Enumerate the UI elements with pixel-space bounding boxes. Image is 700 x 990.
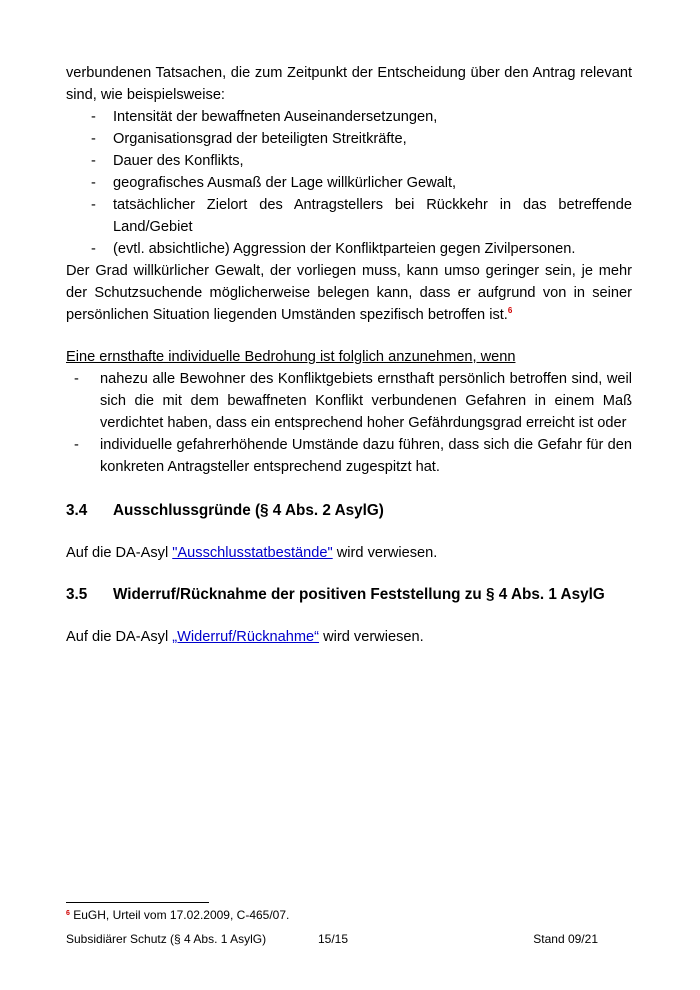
list-item: - Organisationsgrad der beteiligten Streitkräfte, <box>66 128 632 150</box>
section-3-5-heading <box>66 584 632 606</box>
threat-conditions-list <box>66 368 632 478</box>
dash-bullet: - <box>91 197 96 213</box>
dash-bullet: - <box>91 131 96 147</box>
list-item: - tatsächlicher Zielort des Antragstellers bei Rückkehr in das betreffende Land/Gebiet <box>66 194 632 238</box>
page-content <box>66 62 632 648</box>
intro-line-1: verbundenen Tatsachen, die zum Zeitpunkt der Entscheidung über den Antrag relevant <box>66 65 632 81</box>
dash-bullet: - <box>91 241 96 257</box>
section-3-4-text: Auf die DA-Asyl "Ausschlusstatbestände" wird verwiesen. <box>66 545 438 561</box>
section-title: Widerruf/Rücknahme der positiven Feststellung zu § 4 Abs. 1 AsylG <box>113 586 605 603</box>
widerruf-ruecknahme-link[interactable]: „Widerruf/Rücknahme“ <box>172 629 320 645</box>
footer-version: Stand 09/21 <box>533 932 598 946</box>
dash-bullet: - <box>91 109 96 125</box>
footnote-divider <box>66 902 209 903</box>
list-item: - nahezu alle Bewohner des Konfliktgebiets ernsthaft persönlich betroffen sind, weil sich die mit dem bewaffneten Konflikt verbundenen Gefahren in einem Maß verdichtet haben, dass ein entsprechend hoher Gefährdungsgrad erreicht ist oder <box>66 368 632 434</box>
footer-page-number: 15/15 <box>318 932 349 946</box>
footnote-number: 6 <box>66 910 70 917</box>
section-number: 3.5 <box>66 586 88 603</box>
grad-paragraph: Der Grad willkürlicher Gewalt, der vorliegen muss, kann umso geringer sein, je mehr der Schutzsuchende möglicherweise belegen kann, dass er aufgrund von in seiner persönlichen Situation liegenden Umständen spezifisch betroffen ist.$^6$ <box>66 263 632 323</box>
footnote-text: EuGH, Urteil vom 17.02.2009, C-465/07. <box>69 908 290 922</box>
list-item: - Dauer des Konflikts, <box>66 150 632 172</box>
list-item: - geografisches Ausmaß der Lage willkürlicher Gewalt, <box>66 172 632 194</box>
section-3-5-text: Auf die DA-Asyl „Widerruf/Rücknahme“ wird verwiesen. <box>66 629 424 645</box>
conflict-factors-list <box>66 106 632 260</box>
threat-heading: Eine ernsthafte individuelle Bedrohung ist folglich anzunehmen, wenn <box>66 349 516 365</box>
dash-bullet: - <box>91 175 96 191</box>
ausschlusstatbestaende-link[interactable]: "Ausschlusstatbestände" <box>172 545 333 561</box>
dash-bullet: - <box>74 437 79 453</box>
section-3-4-heading <box>66 500 632 522</box>
footnote-reference[interactable]: 6 <box>507 306 513 315</box>
footnote <box>66 906 289 923</box>
footer-document-title: Subsidiärer Schutz (§ 4 Abs. 1 AsylG) <box>66 932 267 946</box>
list-item: - individuelle gefahrerhöhende Umstände dazu führen, dass sich die Gefahr für den konkreten Antragsteller entsprechend zugespitzt hat. <box>66 434 632 478</box>
dash-bullet: - <box>91 153 96 169</box>
dash-bullet: - <box>74 371 79 387</box>
section-number: 3.4 <box>66 502 88 519</box>
section-title: Ausschlussgründe (§ 4 Abs. 2 AsylG) <box>113 502 384 519</box>
list-item: - (evtl. absichtliche) Aggression der Konfliktparteien gegen Zivilpersonen. <box>66 238 632 260</box>
list-item: - Intensität der bewaffneten Auseinandersetzungen, <box>66 106 632 128</box>
intro-line-2: sind, wie beispielsweise: <box>66 87 225 103</box>
